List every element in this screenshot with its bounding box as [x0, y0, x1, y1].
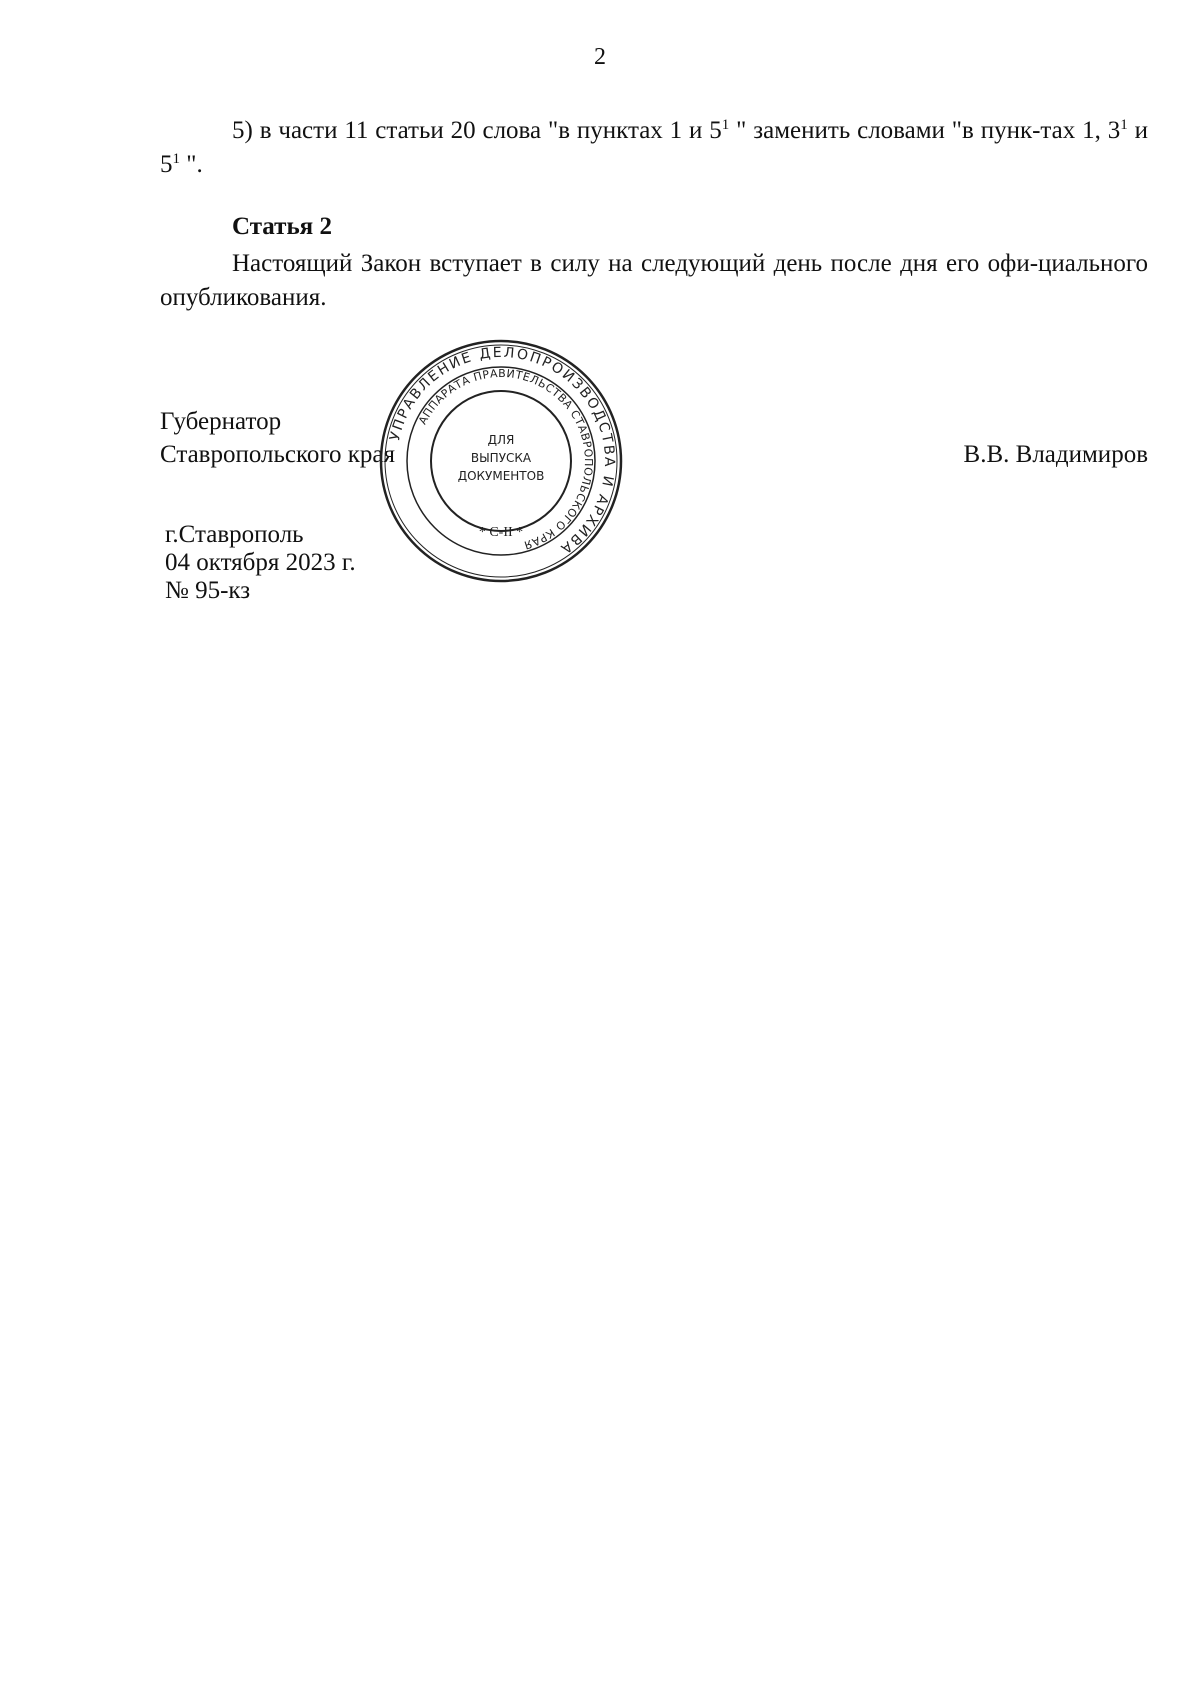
city: г.Ставрополь [165, 521, 304, 548]
amendment-sup-a: 1 [721, 117, 730, 133]
article-2-title: Статья 2 [232, 213, 332, 240]
stamp-center-line-2: ВЫПУСКА [470, 451, 532, 465]
document-footer [165, 521, 356, 605]
official-stamp [376, 336, 626, 586]
page-number: 2 [594, 44, 606, 70]
position-line-1: Губернатор [160, 408, 282, 435]
signatory-name: В.В. Владимиров [963, 441, 1148, 468]
amendment-sup-c: 1 [172, 151, 180, 167]
document-date: 04 октября 2023 г. [165, 549, 356, 576]
amendment-sup-b: 1 [1120, 117, 1128, 133]
article-2-text: Настоящий Закон вступает в силу на следующий день после дня его офи-циального опубликования. [160, 250, 1148, 311]
amendment-text-b: " заменить словами "в пунк-тах 1, 3 [729, 117, 1121, 144]
stamp-inner-text: АППАРАТА ПРАВИТЕЛЬСТВА СТАВРОПОЛЬСКОГО КРАЯ [416, 366, 596, 552]
document-number: № 95-кз [165, 577, 251, 604]
amendment-paragraph [160, 114, 1148, 182]
article-2-paragraph [160, 247, 1148, 315]
stamp-code: * С-II * [478, 525, 524, 540]
stamp-outer-text: УПРАВЛЕНИЕ ДЕЛОПРОИЗВОДСТВА И АРХИВА [387, 344, 618, 558]
signatory-position [160, 405, 395, 471]
position-line-2: Ставропольского края [160, 441, 395, 468]
amendment-text-d: ". [180, 151, 203, 178]
stamp-center-line-1: ДЛЯ [487, 433, 515, 447]
stamp-center-line-3: ДОКУМЕНТОВ [457, 469, 545, 483]
amendment-text-c: и 5 [160, 117, 1149, 178]
amendment-text-a: 5) в части 11 статьи 20 слова "в пунктах 1 и 5 [232, 117, 722, 144]
